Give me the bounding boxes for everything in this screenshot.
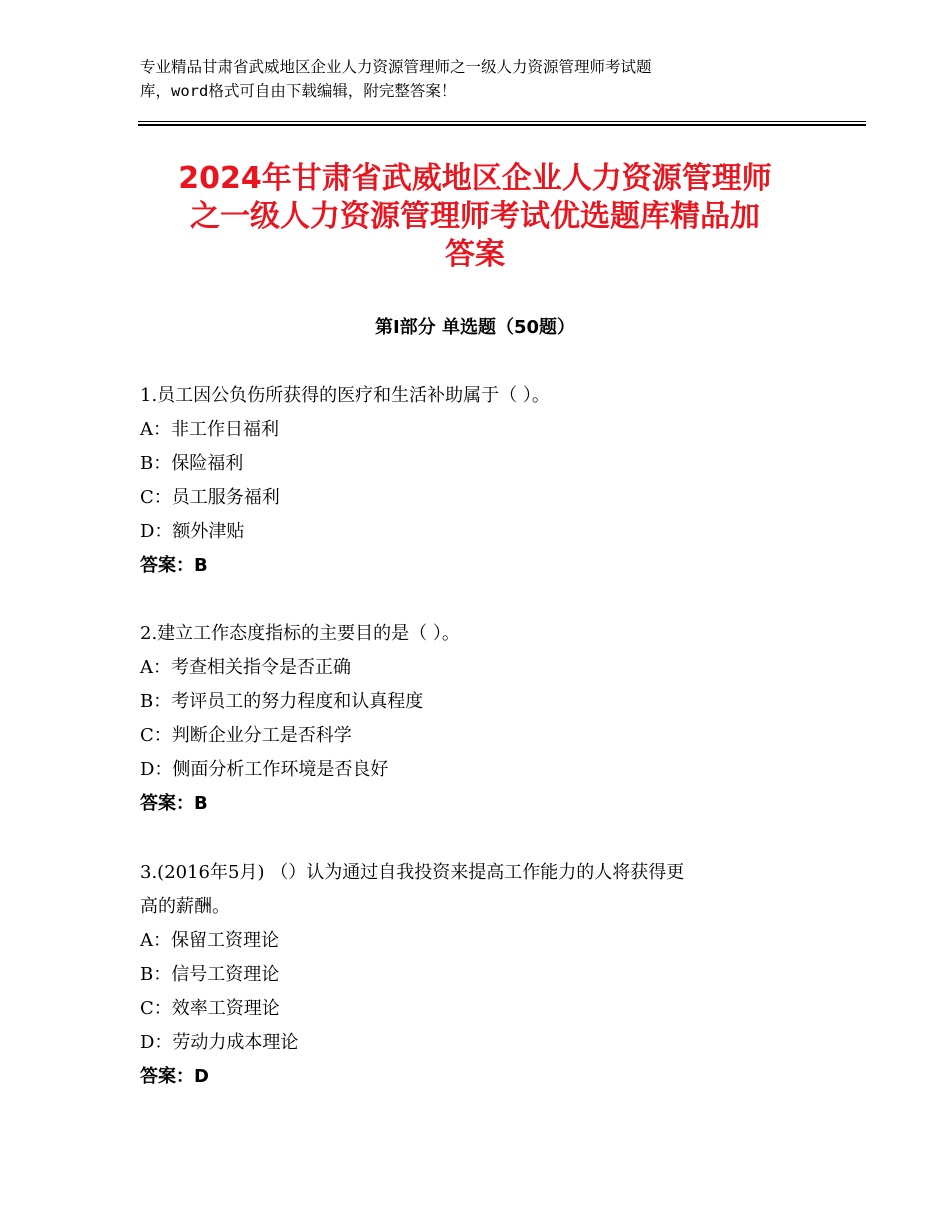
- question-2: [140, 617, 840, 821]
- option-b: B：考评员工的努力程度和认真程度: [140, 691, 424, 712]
- option-c: C：判断企业分工是否科学: [140, 725, 352, 746]
- option-b: B：信号工资理论: [140, 964, 280, 985]
- header-note: [140, 55, 780, 103]
- title-line-3: 答案: [445, 237, 505, 272]
- option-a: A：保留工资理论: [140, 930, 279, 951]
- answer: 答案：B: [140, 555, 208, 576]
- header-note-line-1: 专业精品甘肃省武威地区企业人力资源管理师之一级人力资源管理师考试题: [140, 58, 652, 76]
- answer: 答案：D: [140, 1066, 209, 1087]
- option-a: A：非工作日福利: [140, 419, 279, 440]
- title-line-2: 之一级人力资源管理师考试优选题库精品加: [190, 199, 760, 234]
- section-heading: 第Ⅰ部分 单选题（50题）: [374, 317, 575, 338]
- option-a: A：考查相关指令是否正确: [140, 657, 351, 678]
- question-1: [140, 379, 840, 583]
- option-c: C：效率工资理论: [140, 998, 280, 1019]
- answer: 答案：B: [140, 793, 208, 814]
- title-line-1: 2024年甘肃省武威地区企业人力资源管理师: [178, 161, 772, 196]
- option-d: D：侧面分析工作环境是否良好: [140, 759, 389, 780]
- option-d: D：额外津贴: [140, 521, 245, 542]
- option-d: D：劳动力成本理论: [140, 1032, 299, 1053]
- option-b: B：保险福利: [140, 453, 244, 474]
- header-rule-bottom: [138, 124, 866, 126]
- question-3: [140, 856, 840, 1094]
- header-rule-top: [138, 121, 866, 122]
- document-title: [120, 160, 830, 274]
- header-note-line-2: 库，word格式可自由下载编辑，附完整答案！: [140, 82, 457, 100]
- question-stem: 1.员工因公负伤所获得的医疗和生活补助属于（ ）。: [140, 385, 550, 406]
- question-stem-line-2: 高的薪酬。: [140, 896, 230, 917]
- question-stem-line-1: 3.(2016年5月) （）认为通过自我投资来提高工作能力的人将获得更: [140, 862, 685, 883]
- question-stem: 2.建立工作态度指标的主要目的是（ ）。: [140, 623, 460, 644]
- option-c: C：员工服务福利: [140, 487, 280, 508]
